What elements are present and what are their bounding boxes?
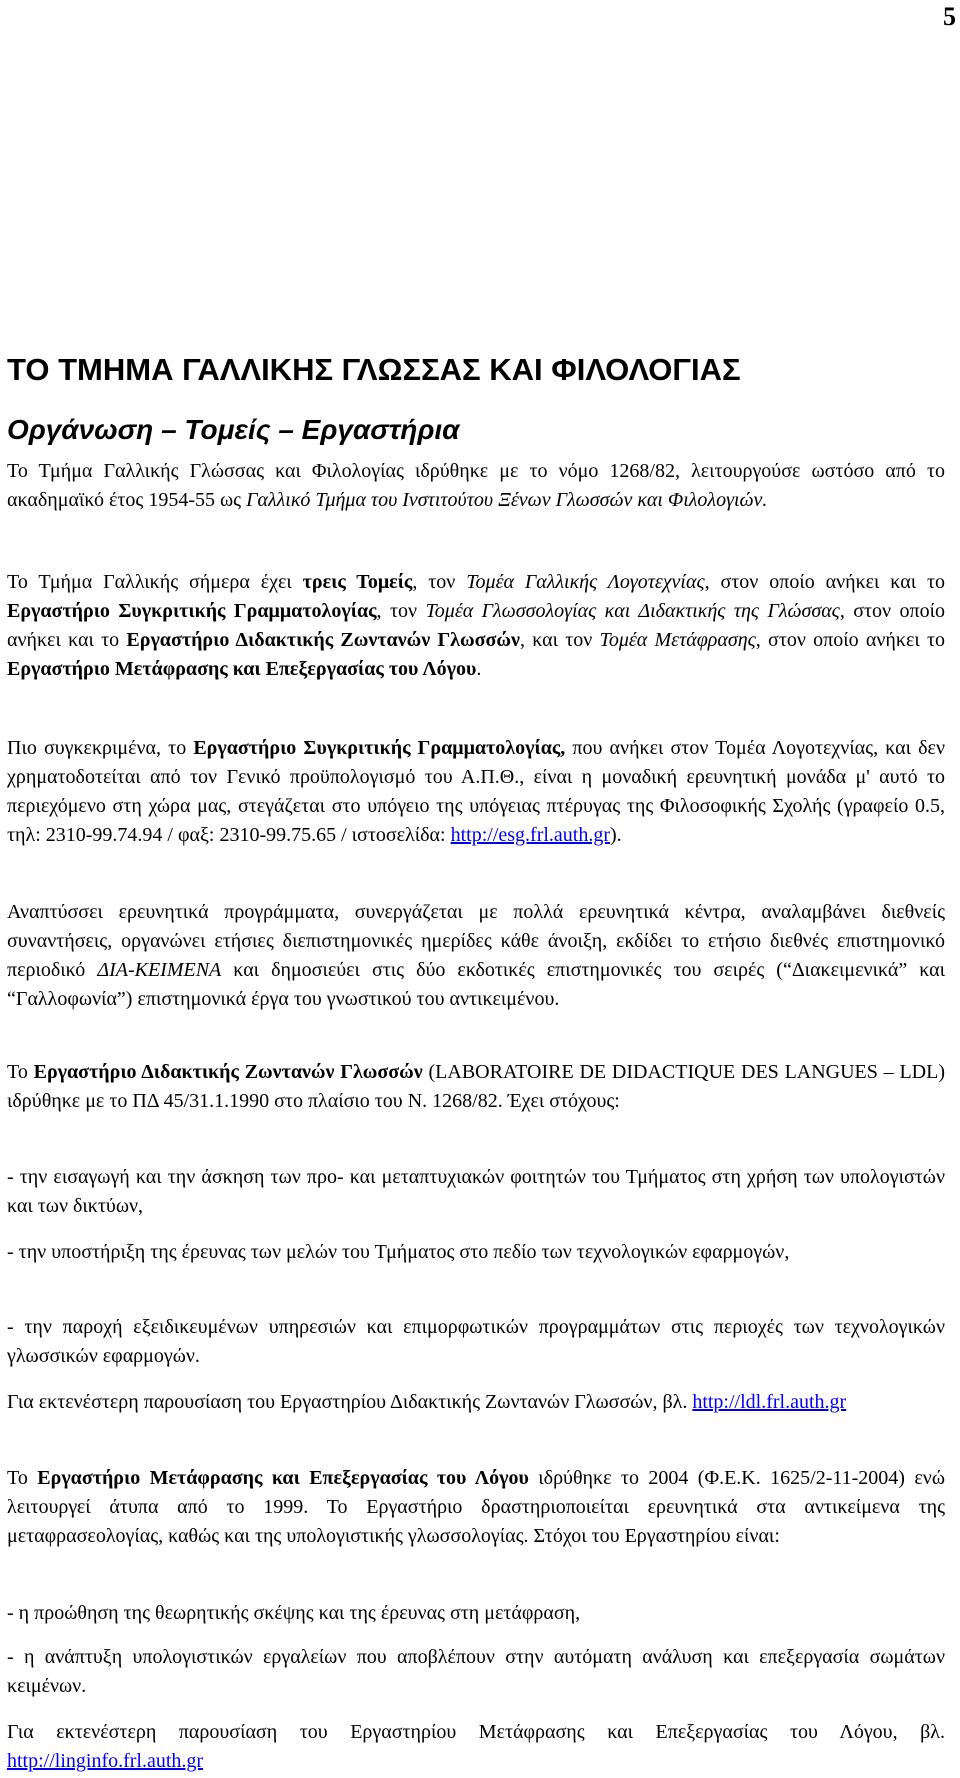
bold-text: Εργαστήριο Μετάφρασης και Επεξεργασίας του Λόγου [7, 658, 477, 680]
italic-text: Τομέα Γαλλικής Λογοτεχνίας [466, 571, 705, 593]
page-number: 5 [943, 2, 956, 31]
text: Το [7, 1467, 38, 1489]
text: Για εκτενέστερη παρουσίαση του Εργαστηρίου Διδακτικής Ζωντανών Γλωσσών, βλ. [7, 1391, 693, 1413]
paragraph-comparative-literature-lab [7, 734, 945, 850]
bold-text: τρεις Τομείς [302, 571, 413, 593]
text: , τον [376, 600, 426, 622]
text: , στον οποίο ανήκει και το [7, 600, 946, 651]
section-subtitle: Οργάνωση – Τομείς – Εργαστήρια [7, 414, 460, 445]
text: Αναπτύσσει ερευνητικά προγράμματα, συνεργάζεται με πολλά ερευνητικά κέντρα, αναλαμβάνει διεθνείς συναντήσεις, οργανώνει ετήσιες διεπιστημονικές ημερίδες κάθε άνοιξη, εκδίδει το ετήσιο διεθνές επιστημονικό περιοδικό [7, 901, 945, 981]
text: Για εκτενέστερη παρουσίαση του Εργαστηρίου Μετάφρασης και Επεξεργασίας του Λόγου, βλ. [7, 1721, 945, 1743]
paragraph-sectors [7, 568, 945, 684]
paragraph-founding [7, 457, 945, 515]
esg-website-link[interactable]: http://esg.frl.auth.gr [450, 824, 611, 846]
italic-text: Τομέα Μετάφρασης [599, 629, 756, 651]
paragraph-ldl-more-info [7, 1388, 945, 1417]
bold-text: Εργαστήριο Συγκριτικής Γραμματολογίας, [193, 737, 566, 759]
text: που ανήκει στον Τομέα Λογοτεχνίας, και δεν χρηματοδοτείται από τον Γενικό προϋπολογισμό του Α.Π.Θ., είναι η μοναδική ερευνητική μονάδα μ' αυτό το περιεχόμενο στη χώρα μας, στεγάζεται στο υπόγειο της υπόγειας πτέρυγας της Φιλοσοφικής Σχολής (γραφείο 0.5, τηλ: 2310-99.74.94 / φαξ: 2310-99.75.65 / ιστοσελίδα: [7, 737, 945, 846]
text: Πιο συγκεκριμένα, το [7, 737, 194, 759]
linginfo-website-link[interactable]: http://linginfo.frl.auth.gr [7, 1750, 204, 1772]
italic-text: ΔΙΑ-ΚΕΙΜΕΝΑ [97, 959, 222, 981]
page-title: ΤΟ ΤΜΗΜΑ ΓΑΛΛΙΚΗΣ ΓΛΩΣΣΑΣ ΚΑΙ ΦΙΛΟΛΟΓΙΑΣ [7, 352, 741, 387]
text: , στον οποίο ανήκει και το [704, 571, 945, 593]
bold-text: Εργαστήριο Μετάφρασης και Επεξεργασίας του Λόγου [37, 1467, 529, 1489]
paragraph-translation-lab [7, 1464, 945, 1551]
bold-text: Εργαστήριο Συγκριτικής Γραμματολογίας [7, 600, 377, 622]
text: και δημοσιεύει στις δύο εκδοτικές επιστημονικές του σειρές (“Διακειμενικά” και “Γαλλοφωνία”) επιστημονικά έργα του γνωστικού του αντικειμένου. [7, 959, 945, 1010]
bold-text: Εργαστήριο Διδακτικής Ζωντανών Γλωσσών [126, 629, 520, 651]
bold-text: Εργαστήριο Διδακτικής Ζωντανών Γλωσσών [33, 1061, 423, 1083]
text: ). [610, 824, 622, 846]
ldl-website-link[interactable]: http://ldl.frl.auth.gr [692, 1391, 847, 1413]
text: Το Τμήμα Γαλλικής Γλώσσας και Φιλολογίας ιδρύθηκε με το νόμο 1268/82, λειτουργούσε ωστόσο από το ακαδημαϊκό έτος 1954-55 ως [7, 460, 945, 511]
list-item: - η ανάπτυξη υπολογιστικών εργαλείων που αποβλέπουν στην αυτόματη ανάλυση και επεξεργασία σωμάτων κειμένων. [7, 1646, 945, 1697]
text: . [476, 658, 482, 680]
list-item: - την υποστήριξη της έρευνας των μελών του Τμήματος στο πεδίο των τεχνολογικών εφαρμογών, [7, 1241, 790, 1263]
text: Το [7, 1061, 34, 1083]
paragraph-research-activities [7, 898, 945, 1014]
text: (LABORATOIRE DE DIDACTIQUE DES LANGUES – LDL) ιδρύθηκε με το ΠΔ 45/31.1.1990 στο πλαίσιο του Ν. 1268/82. Έχει στόχους: [7, 1061, 945, 1112]
text: , στον οποίο ανήκει το [755, 629, 946, 651]
text: , και τον [519, 629, 600, 651]
text: Το Τμήμα Γαλλικής σήμερα έχει [7, 571, 303, 593]
text: ιδρύθηκε το 2004 (Φ.Ε.Κ. 1625/2-11-2004) ενώ λειτουργεί άτυπα από το 1999. Το Εργαστήριο δραστηριοποιείται ερευνητικά στα αντικείμενα της μεταφρασεολογίας, καθώς και της υπολογιστικής γλωσσολογίας. Στόχοι του Εργαστηρίου είναι: [7, 1467, 946, 1547]
italic-text: Γαλλικό Τμήμα του Ινστιτούτου Ξένων Γλωσσών και Φιλολογιών. [246, 489, 768, 511]
paragraph-ldl-lab [7, 1058, 945, 1116]
italic-text: Τομέα Γλωσσολογίας και Διδακτικής της Γλώσσας [425, 600, 840, 622]
list-item: - την παροχή εξειδικευμένων υπηρεσιών και επιμορφωτικών προγραμμάτων στις περιοχές των τεχνολογικών γλωσσικών εφαρμογών. [7, 1316, 945, 1367]
list-item: - την εισαγωγή και την άσκηση των προ- και μεταπτυχιακών φοιτητών του Τμήματος στη χρήση των υπολογιστών και των δικτύων, [7, 1166, 945, 1217]
text: , τον [412, 571, 467, 593]
paragraph-translation-more-info [7, 1718, 945, 1776]
list-item: - η προώθηση της θεωρητικής σκέψης και της έρευνας στη μετάφραση, [7, 1602, 581, 1624]
